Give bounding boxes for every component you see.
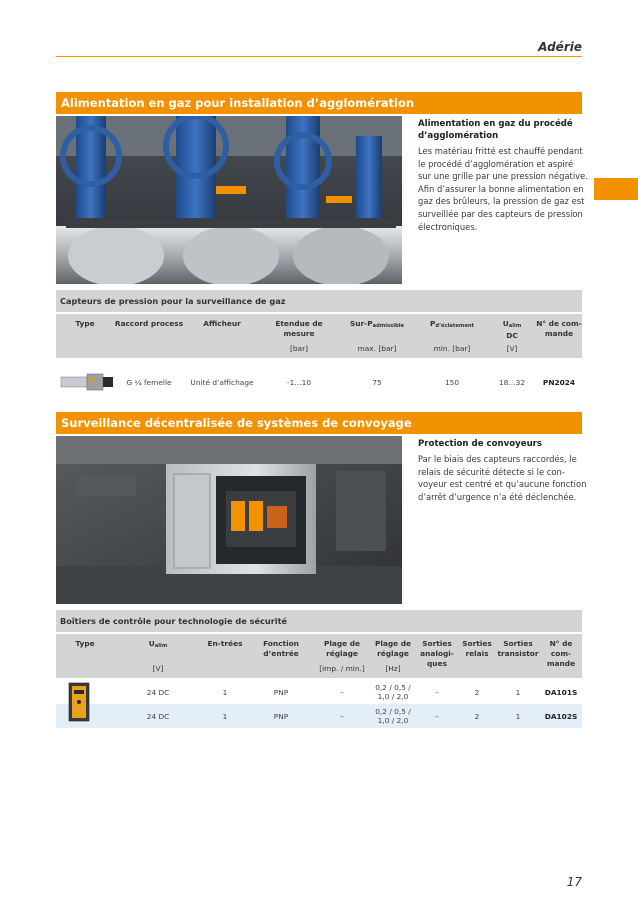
table-row	[56, 680, 582, 704]
cell-pression-eclatement: 150	[444, 377, 460, 387]
intro-heading: Alimentation en gaz du procédé d’agglomération	[418, 119, 573, 141]
section-title-conveyor: Surveillance décentralisée de systèmes de convoyage	[56, 412, 582, 434]
cell-fonction: PNP	[273, 687, 289, 697]
product-image-pn2024	[56, 360, 120, 404]
cell-ncommande: PN2024	[542, 377, 576, 387]
header-rule	[56, 56, 582, 57]
th-entrees: En-trées	[207, 639, 243, 648]
cell-afficheur: Unité d’affichage	[190, 377, 254, 387]
cell-entrees: 1	[222, 711, 228, 721]
table2-header	[56, 632, 582, 678]
cell-sorties-relais: 2	[474, 687, 480, 697]
th-sorties-analogiques: Sorties analogi-ques	[420, 639, 454, 668]
th-afficheur: Afficheur	[203, 319, 241, 328]
intro-gas-supply	[418, 118, 588, 233]
th-pression-eclatement: Pd’éclatement min. [bar]	[429, 319, 475, 353]
table-row	[56, 360, 582, 404]
th-ncommande: N° de com-mande	[546, 639, 576, 668]
th-type: Type	[75, 319, 95, 328]
intro-conveyor	[418, 438, 588, 503]
th-sorties-relais: Sorties relais	[462, 639, 492, 658]
photo-gas-pipes	[56, 116, 402, 284]
cell-plage-imp: –	[340, 711, 344, 721]
cell-ualim: 24 DC	[146, 711, 170, 721]
side-tab-marker	[594, 178, 638, 200]
page-header-title: Adérie	[538, 40, 582, 54]
th-ncommande: N° de com-mande	[536, 319, 582, 338]
cell-ncommande: DA102S	[544, 711, 578, 721]
section-title-gas-supply: Alimentation en gaz pour installation d’agglomération	[56, 92, 582, 114]
th-fonction: Fonction d’entrée	[263, 639, 299, 658]
cell-sorties-transistor: 1	[515, 687, 521, 697]
product-image-da101s	[66, 682, 92, 722]
cell-sorties-transistor: 1	[515, 711, 521, 721]
th-plage-hz: Plage de réglage [Hz]	[374, 639, 412, 673]
cell-plage-hz: 0,2 / 0,5 / 1,0 / 2,0	[375, 707, 411, 725]
cell-raccord: G ¼ femelle	[126, 377, 172, 387]
page-number: 17	[566, 875, 582, 889]
cell-sorties-relais: 2	[474, 711, 480, 721]
table-title-safety-controllers: Boîtiers de contrôle pour technologie de sécurité	[56, 610, 582, 632]
cell-plage-hz: 0,2 / 0,5 / 1,0 / 2,0	[375, 683, 411, 701]
cell-ualim: 18…32	[498, 377, 526, 387]
cell-fonction: PNP	[273, 711, 289, 721]
th-plage-imp: Plage de réglage [imp. / min.]	[319, 639, 365, 673]
cell-etendue: -1…10	[286, 377, 312, 387]
th-ualim: Ualim DC [V]	[502, 319, 522, 353]
table-row	[56, 704, 582, 728]
cell-entrees: 1	[222, 687, 228, 697]
intro-text: Par le biais des capteurs raccordés, le relais de sécurité détecte si le con-voyeur est centré et qu’aucune fonction d’arrêt d’urgence n’a été déclenchée.	[418, 454, 587, 502]
th-sorties-transistor: Sorties transistor	[497, 639, 539, 658]
cell-surpression: 75	[372, 377, 382, 387]
th-type: Type	[75, 639, 95, 648]
photo-control-cabinet	[56, 436, 402, 604]
cell-ncommande: DA101S	[544, 687, 578, 697]
th-ualim: Ualim [V]	[148, 639, 168, 673]
th-raccord: Raccord process	[114, 319, 184, 328]
cell-plage-imp: –	[340, 687, 344, 697]
cell-ualim: 24 DC	[146, 687, 170, 697]
table1-header	[56, 312, 582, 358]
intro-heading: Protection de convoyeurs	[418, 439, 543, 449]
table-title-pressure-sensors: Capteurs de pression pour la surveillance de gaz	[56, 290, 582, 312]
cell-sorties-analogiques: –	[435, 711, 439, 721]
th-surpression: Sur-Padmissible max. [bar]	[349, 319, 405, 353]
th-etendue: Etendue de mesure [bar]	[275, 319, 323, 353]
cell-sorties-analogiques: –	[435, 687, 439, 697]
intro-text: Les matériau fritté est chauffé pendant le procédé d’agglomération et aspiré sur une grille par une pression négative. Afin d’assurer la bonne alimentation en gaz des brûleurs, la pression de gaz est surveillée par des capteurs de pression électroniques.	[418, 146, 588, 232]
